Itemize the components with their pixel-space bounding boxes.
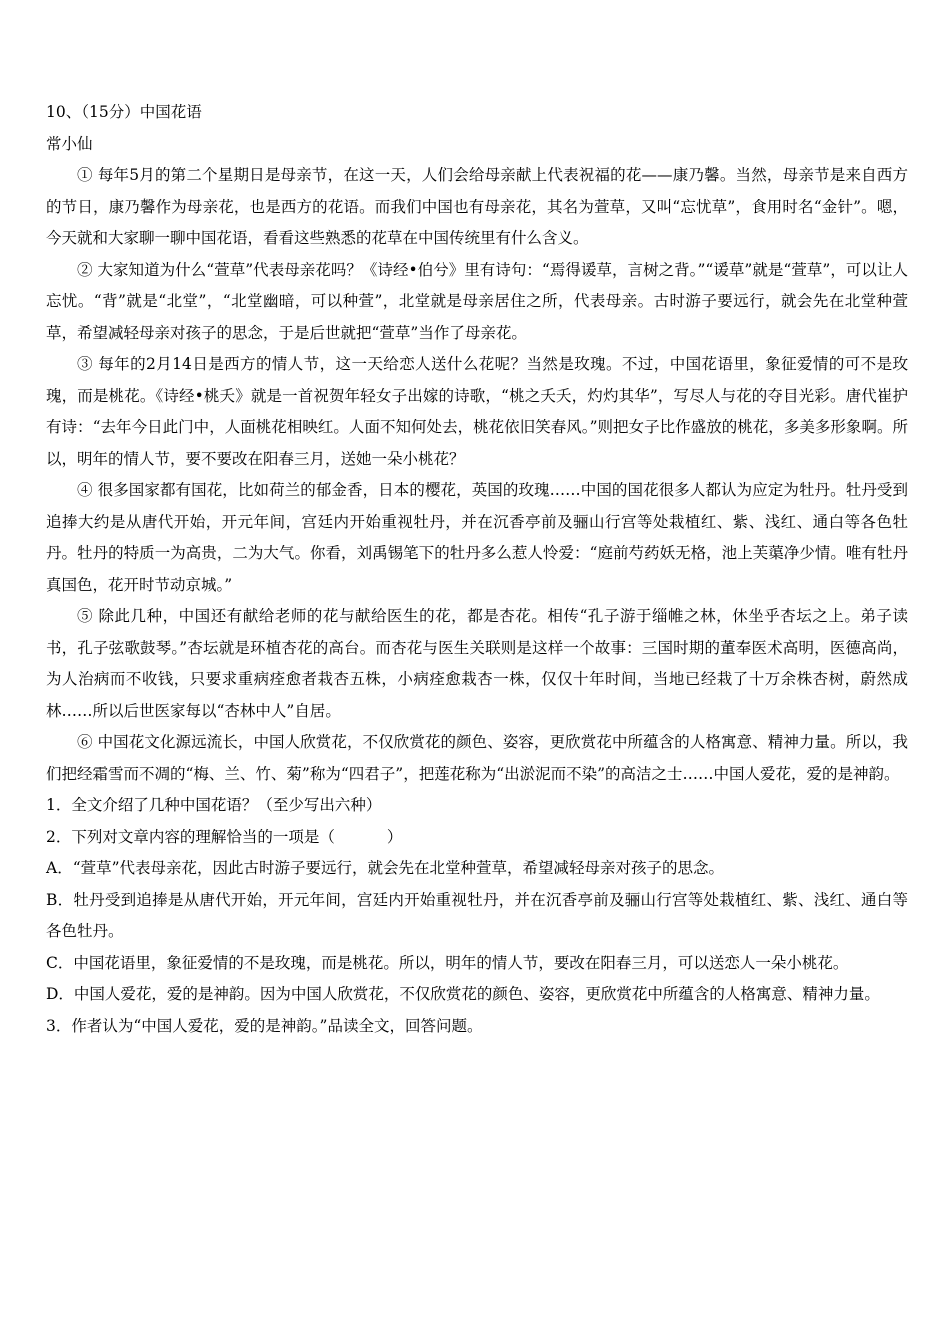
question-3: 3．作者认为“中国人爱花，爱的是神韵。”品读全文，回答问题。 bbox=[46, 1016, 483, 1035]
option-d: D．中国人爱花，爱的是神韵。因为中国人欣赏花，不仅欣赏花的颜色、姿容，更欣赏花中所蕴含的人格寓意、精神力量。 bbox=[46, 985, 880, 1003]
paragraph-1: ① 每年5月的第二个星期日是母亲节，在这一天，人们会给母亲献上代表祝福的花——康乃馨。当然，母亲节是来自西方的节日，康乃馨作为母亲花，也是西方的花语。而我们中国也有母亲花，其名为萱草，又叫“忘忧草”，食用时名“金针”。嗯，今天就和大家聊一聊中国花语，看看这些熟悉的花草在中国传统里有什么含义。 bbox=[46, 166, 908, 247]
question-2-stem: 2．下列对文章内容的理解恰当的一项是（ bbox=[46, 827, 335, 846]
document-page bbox=[46, 97, 908, 1042]
paragraph-5: ⑤ 除此几种，中国还有献给老师的花与献给医生的花，都是杏花。相传“孔子游于缁帷之林，休坐乎杏坛之上。弟子读书，孔子弦歌鼓琴。”杏坛就是环植杏花的高台。而杏花与医生关联则是这样一个故事：三国时期的董奉医术高明，医德高尚，为人治病而不收钱，只要求重病痊愈者栽杏五株，小病痊愈栽杏一株，仅仅十年时间，当地已经栽了十万余株杏树，蔚然成林……所以后世医家每以“杏林中人”自居。 bbox=[46, 607, 908, 720]
question-2 bbox=[46, 822, 908, 854]
question-1: 1．全文介绍了几种中国花语？（至少写出六种） bbox=[46, 796, 382, 814]
paragraph-2: ② 大家知道为什么“萱草”代表母亲花吗？《诗经•伯兮》里有诗句：“焉得谖草，言树之背。”“谖草”就是“萱草”，可以让人忘忧。“背”就是“北堂”，“北堂幽暗，可以种萱”，北堂就是母亲居住之所，代表母亲。古时游子要远行，就会先在北堂种萱草，希望减轻母亲对孩子的思念，于是后世就把“萱草”当作了母亲花。 bbox=[46, 260, 908, 342]
paragraph-4: ④ 很多国家都有国花，比如荷兰的郁金香，日本的樱花，英国的玫瑰……中国的国花很多人都认为应定为牡丹。牡丹受到追捧大约是从唐代开始，开元年间，宫廷内开始重视牡丹，并在沉香亭前及骊山行宫等处栽植红、紫、浅红、通白等各色牡丹。牡丹的特质一为高贵，二为大气。你看，刘禹锡笔下的牡丹多么惹人怜爱：“庭前芍药妖无格，池上芙蕖净少情。唯有牡丹真国色，花开时节动京城。” bbox=[46, 481, 908, 594]
article-author: 常小仙 bbox=[46, 134, 93, 153]
option-b: B．牡丹受到追捧是从唐代开始，开元年间，宫廷内开始重视牡丹，并在沉香亭前及骊山行宫等处栽植红、紫、浅红、通白等各色牡丹。 bbox=[46, 890, 908, 940]
option-a: A．“萱草”代表母亲花，因此古时游子要远行，就会先在北堂种萱草，希望减轻母亲对孩子的思念。 bbox=[46, 859, 725, 877]
question-title: 10、（15分）中国花语 bbox=[46, 103, 202, 121]
paragraph-3: ③ 每年的2月14日是西方的情人节，这一天给恋人送什么花呢？当然是玫瑰。不过，中国花语里，象征爱情的可不是玫瑰，而是桃花。《诗经•桃夭》就是一首祝贺年轻女子出嫁的诗歌，“桃之夭夭，灼灼其华”，写尽人与花的夺目光彩。唐代崔护有诗：“去年今日此门中，人面桃花相映红。人面不知何处去，桃花依旧笑春风。”则把女子比作盛放的桃花，多美多形象啊。所以，明年的情人节，要不要改在阳春三月，送她一朵小桃花？ bbox=[46, 355, 908, 468]
question-2-close: ） bbox=[386, 827, 403, 846]
paragraph-6: ⑥ 中国花文化源远流长，中国人欣赏花，不仅欣赏花的颜色、姿容，更欣赏花中所蕴含的人格寓意、精神力量。所以，我们把经霜雪而不凋的“梅、兰、竹、菊”称为“四君子”，把莲花称为“出淤泥而不染”的高洁之士……中国人爱花，爱的是神韵。 bbox=[46, 733, 908, 783]
option-c: C．中国花语里，象征爱情的不是玫瑰，而是桃花。所以，明年的情人节，要改在阳春三月，可以送恋人一朵小桃花。 bbox=[46, 953, 849, 972]
